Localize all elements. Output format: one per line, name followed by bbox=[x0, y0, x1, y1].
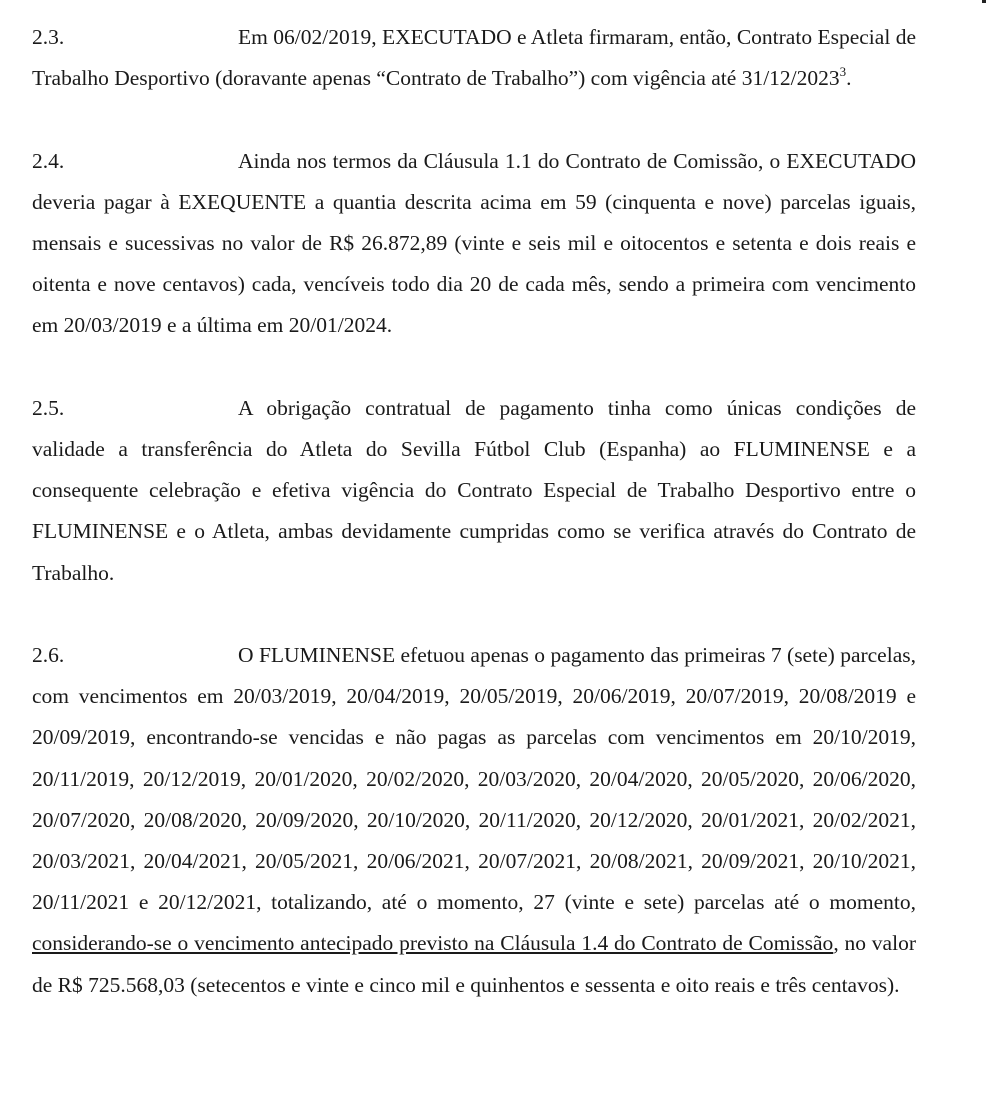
paragraph-text: A obrigação contratual de pagamento tinha como únicas condições de validade a transferência do Atleta do Sevilla Fútbol Club (Espanha) ao FLUMINENSE e a consequente celebração e efetiva vigência do Contrato Especial de Trabalho Desportivo entre o FLUMINENSE e o Atleta, ambas devidamente cumpridas como se verifica através do Contrato de Trabalho. bbox=[32, 395, 916, 585]
paragraph-text-end: , no valor de R$ 725.568,03 (setecentos e vinte e cinco mil e quinhentos e sessenta e oito reais e três centavos). bbox=[32, 931, 916, 997]
footnote-reference[interactable]: 3 bbox=[839, 64, 847, 80]
paragraph-2-6 bbox=[32, 635, 916, 1006]
underlined-clause-reference: considerando-se o vencimento antecipado previsto na Cláusula 1.4 do Contrato de Comissão bbox=[32, 931, 834, 956]
paragraph-number: 2.4. bbox=[32, 148, 65, 173]
paragraph-text: O FLUMINENSE efetuou apenas o pagamento das primeiras 7 (sete) parcelas, com vencimentos em 20/03/2019, 20/04/2019, 20/05/2019, 20/06/2019, 20/07/2019, 20/08/2019 e 20/09/2019, encontrando-se vencidas e não pagas as parcelas com vencimentos em 20/10/2019, 20/11/2019, 20/12/2019, 20/01/2020, 20/02/2020, 20/03/2020, 20/04/2020, 20/05/2020, 20/06/2020, 20/07/2020, 20/08/2020, 20/09/2020, 20/10/2020, 20/11/2020, 20/12/2020, 20/01/2021, 20/02/2021, 20/03/2021, 20/04/2021, 20/05/2021, 20/06/2021, 20/07/2021, 20/08/2021, 20/09/2021, 20/10/2021, 20/11/2021 e 20/12/2021, totalizando, até o momento, 27 (vinte e sete) parcelas até o momento, bbox=[32, 643, 916, 915]
paragraph-2-3 bbox=[32, 17, 916, 99]
paragraph-number: 2.6. bbox=[32, 643, 65, 667]
paragraph-2-4 bbox=[32, 141, 916, 347]
paragraph-text: Ainda nos termos da Cláusula 1.1 do Contrato de Comissão, o EXECUTADO deveria pagar à EXEQUENTE a quantia descrita acima em 59 (cinquenta e nove) parcelas iguais, mensais e sucessivas no valor de R$ 26.872,89 (vinte e seis mil e oitocentos e setenta e dois reais e oitenta e nove centavos) cada, vencíveis todo dia 20 de cada mês, sendo a primeira com vencimento em 20/03/2019 e a última em 20/01/2024. bbox=[32, 148, 916, 338]
page-corner-mark bbox=[982, 0, 986, 3]
paragraph-number: 2.3. bbox=[32, 25, 65, 49]
document-body bbox=[32, 17, 916, 1006]
paragraph-text: Em 06/02/2019, EXECUTADO e Atleta firmaram, então, Contrato Especial de Trabalho Desportivo (doravante apenas “Contrato de Trabalho”) com vigência até 31/12/2023 bbox=[32, 25, 916, 91]
paragraph-2-5 bbox=[32, 388, 916, 594]
paragraph-number: 2.5. bbox=[32, 395, 65, 420]
paragraph-text-end: . bbox=[846, 66, 852, 91]
